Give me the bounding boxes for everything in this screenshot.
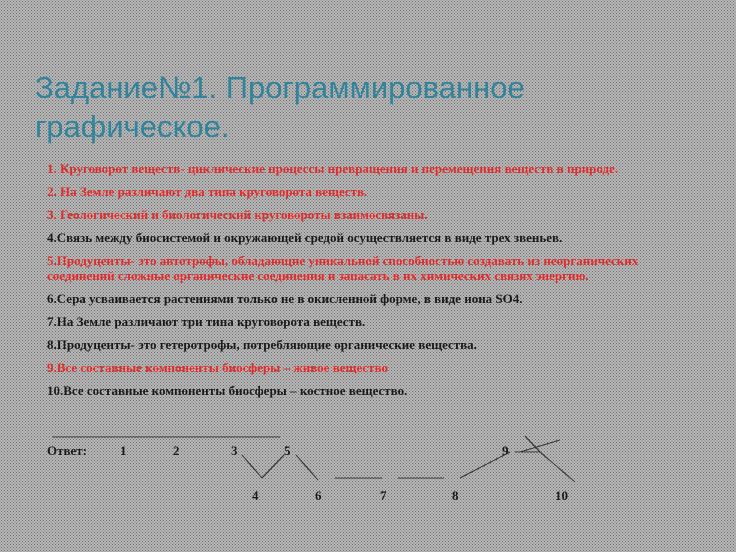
statement-5: 5.Продуценты- это автотрофы, обладающие уникальной способностью создавать из неорганических соединений сложные органические соединения и запасать в их химических связях энергию.: [47, 253, 639, 283]
diag-9-top: [520, 440, 560, 452]
statement-1: 1. Круговорот веществ- циклические процессы превращения и перемещения веществ в природе.: [47, 161, 619, 176]
diag-4-5: [262, 455, 284, 478]
answer-top-number: 5: [284, 443, 291, 458]
statement-7: 7.На Земле различают три типа круговорота веществ.: [47, 314, 366, 329]
answer-label: Ответ:: [47, 443, 88, 458]
slide-title-line-2: графическое.: [35, 109, 230, 144]
answer-bottom-number: 4: [252, 488, 259, 503]
answer-top-number: 2: [173, 443, 180, 458]
diag-3-4: [242, 455, 262, 478]
answer-bottom-number: 6: [315, 488, 322, 503]
statement-10: 10.Все составные компоненты биосферы – костное вещество.: [47, 383, 408, 398]
diag-9-10: [540, 452, 575, 482]
answer-top-number: 1: [120, 443, 127, 458]
answer-top-number: 3: [231, 443, 238, 458]
diag-5-6: [296, 455, 318, 480]
statement-6: 6.Сера усваивается растениями только не в окисленной форме, в виде иона SO4.: [47, 291, 523, 306]
answer-bottom-number: 8: [452, 488, 459, 503]
statement-8: 8.Продуценты- это гетеротрофы, потребляющие органические вещества.: [47, 337, 477, 352]
statement-9: 9.Все составные компоненты биосферы – живое вещество: [47, 360, 388, 375]
answer-bottom-number: 7: [380, 488, 387, 503]
statement-4: 4.Связь между биосистемой и окружающей средой осуществляется в виде трех звеньев.: [47, 230, 563, 245]
answer-top-number: 9: [502, 443, 509, 458]
statement-3: 3. Геологический и биологический круговороты взаимосвязаны.: [47, 207, 428, 222]
statement-2: 2. На Земле различают два типа круговорота веществ.: [47, 184, 368, 199]
slide-title-line-1: Задание№1. Программированное: [35, 70, 525, 105]
answer-bottom-number: 10: [555, 488, 568, 503]
